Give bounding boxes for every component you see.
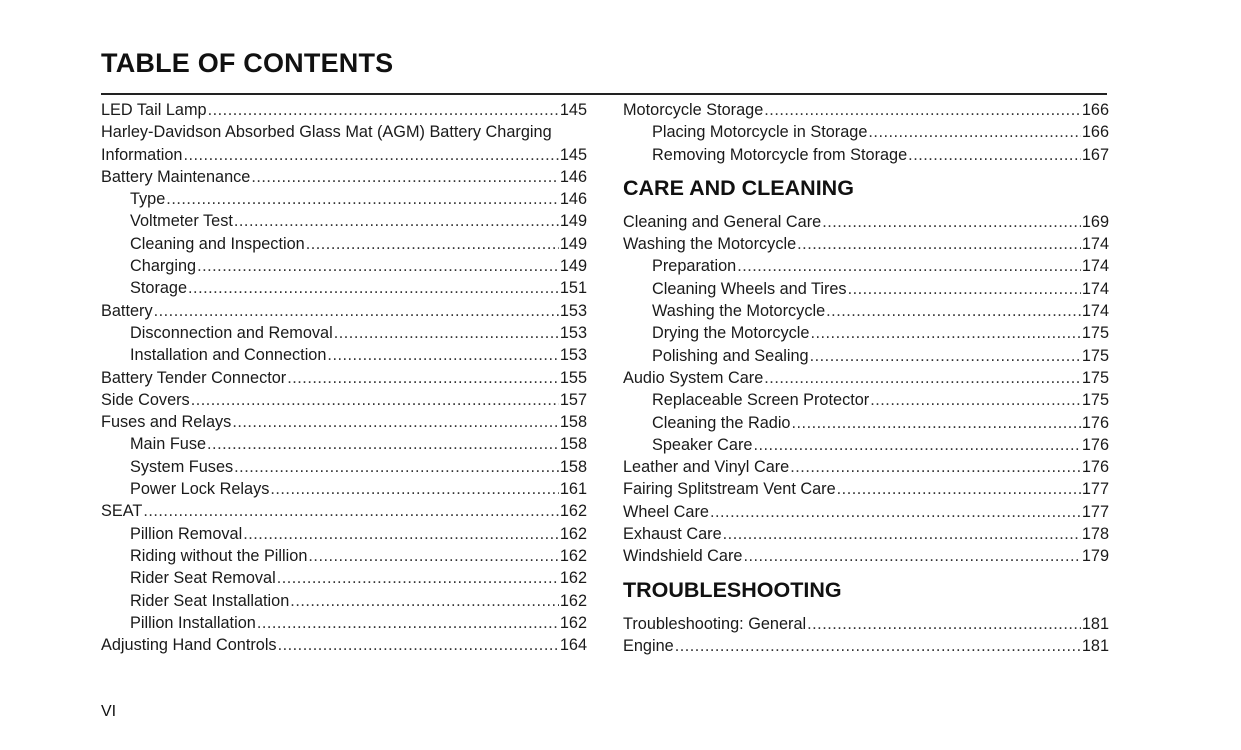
toc-entry-placing-motorcycle-in-storage[interactable] xyxy=(623,121,1109,143)
toc-entry-rider-seat-removal[interactable] xyxy=(101,567,587,589)
dot-leader xyxy=(908,144,1081,166)
dot-leader xyxy=(710,501,1081,523)
toc-left-column xyxy=(101,99,587,656)
toc-entry-system-fuses[interactable] xyxy=(101,456,587,478)
dot-leader xyxy=(188,277,559,299)
toc-entry-title: Polishing and Sealing xyxy=(652,346,809,365)
dot-leader xyxy=(737,255,1081,277)
toc-entry-page: 151 xyxy=(559,279,587,298)
toc-entry-title: Cleaning and General Care xyxy=(623,212,822,231)
dot-leader xyxy=(270,478,558,500)
dot-leader xyxy=(277,567,559,589)
toc-entry-page: 175 xyxy=(1081,346,1109,365)
dot-leader xyxy=(191,389,559,411)
toc-entry-drying-the-motorcycle[interactable] xyxy=(623,322,1109,344)
toc-entry-rider-seat-installation[interactable] xyxy=(101,590,587,612)
toc-entry-page: 153 xyxy=(559,323,587,342)
toc-entry-page: 146 xyxy=(559,167,587,186)
toc-entry-cleaning-and-inspection[interactable] xyxy=(101,233,587,255)
dot-leader xyxy=(308,545,558,567)
toc-entry-title: Replaceable Screen Protector xyxy=(652,391,870,410)
dot-leader xyxy=(251,166,558,188)
dot-leader xyxy=(327,344,558,366)
dot-leader xyxy=(753,434,1080,456)
toc-entry-page: 162 xyxy=(559,502,587,521)
toc-entry-title: Audio System Care xyxy=(623,368,764,387)
toc-entry-title: Rider Seat Removal xyxy=(130,569,276,588)
toc-entry-title: Rider Seat Installation xyxy=(130,591,290,610)
toc-entry-page: 174 xyxy=(1081,302,1109,321)
toc-entry-page: 177 xyxy=(1081,502,1109,521)
toc-entry-fairing-splitstream-vent-care[interactable] xyxy=(623,478,1109,500)
toc-entry-page: 174 xyxy=(1081,235,1109,254)
dot-leader xyxy=(197,255,559,277)
dot-leader xyxy=(232,411,559,433)
dot-leader xyxy=(257,612,559,634)
toc-entry-title: Placing Motorcycle in Storage xyxy=(652,123,868,142)
toc-entry-title: Washing the Motorcycle xyxy=(623,235,797,254)
dot-leader xyxy=(790,456,1081,478)
section-heading-care-and-cleaning: CARE AND CLEANING xyxy=(623,175,854,200)
toc-entry-title: Fuses and Relays xyxy=(101,413,232,432)
toc-entry-page: 149 xyxy=(559,234,587,253)
toc-entry-audio-system-care[interactable] xyxy=(623,367,1109,389)
toc-entry-title: Storage xyxy=(130,279,188,298)
toc-entry-removing-motorcycle-from-storage[interactable] xyxy=(623,144,1109,166)
dot-leader xyxy=(868,121,1080,143)
dot-leader xyxy=(822,211,1081,233)
toc-entry-page: 175 xyxy=(1081,324,1109,343)
toc-entry-speaker-care[interactable] xyxy=(623,434,1109,456)
toc-entry-title: Battery xyxy=(101,301,153,320)
toc-entry-exhaust-care[interactable] xyxy=(623,523,1109,545)
dot-leader xyxy=(810,345,1081,367)
dot-leader xyxy=(764,99,1081,121)
dot-leader xyxy=(807,613,1081,635)
dot-leader xyxy=(848,278,1081,300)
toc-entry-page: 145 xyxy=(559,101,587,119)
toc-entry-voltmeter-test[interactable] xyxy=(101,210,587,232)
toc-entry-title: Motorcycle Storage xyxy=(623,101,764,119)
toc-entry-title: SEAT xyxy=(101,502,143,521)
dot-leader xyxy=(334,322,559,344)
toc-entry-page: 161 xyxy=(559,480,587,499)
dot-leader xyxy=(723,523,1081,545)
toc-entry-title: Riding without the Pillion xyxy=(130,546,308,565)
toc-entry-title: Disconnection and Removal xyxy=(130,323,333,342)
toc-entry-troubleshooting-general[interactable] xyxy=(623,613,1109,635)
toc-entry-cleaning-the-radio[interactable] xyxy=(623,412,1109,434)
toc-entry-wheel-care[interactable] xyxy=(623,501,1109,523)
toc-entry-led-tail-lamp[interactable] xyxy=(101,99,587,121)
toc-entry-seat[interactable] xyxy=(101,500,587,522)
toc-entry-pillion-removal[interactable] xyxy=(101,523,587,545)
toc-entry-storage[interactable] xyxy=(101,277,587,299)
toc-entry-page: 174 xyxy=(1081,257,1109,276)
dot-leader xyxy=(743,545,1080,567)
dot-leader xyxy=(234,456,559,478)
dot-leader xyxy=(207,433,559,455)
dot-leader xyxy=(826,300,1081,322)
toc-entry-title: Fairing Splitstream Vent Care xyxy=(623,480,836,499)
toc-entry-page: 181 xyxy=(1081,636,1109,655)
toc-entry-battery[interactable] xyxy=(101,300,587,322)
toc-entry-title: Cleaning and Inspection xyxy=(130,234,305,253)
page-number: VI xyxy=(101,703,117,720)
section-heading-troubleshooting: TROUBLESHOOTING xyxy=(623,577,842,602)
dot-leader xyxy=(290,590,559,612)
toc-entry-page: 181 xyxy=(1081,614,1109,633)
toc-entry-page: 149 xyxy=(559,212,587,231)
toc-entry-harley-davidson-absorbed-glass-mat-agm-battery-charging[interactable] xyxy=(101,121,587,143)
toc-entry-page: 176 xyxy=(1081,458,1109,477)
toc-entry-page: 157 xyxy=(559,390,587,409)
toc-entry-page: 149 xyxy=(559,257,587,276)
dot-leader xyxy=(764,367,1081,389)
toc-entry-page: 153 xyxy=(559,301,587,320)
toc-entry-page: 166 xyxy=(1081,101,1109,119)
toc-entry-title: Engine xyxy=(623,636,674,655)
toc-entry-page: 176 xyxy=(1081,435,1109,454)
toc-entry-title: Installation and Connection xyxy=(130,346,327,365)
toc-entry-title: Harley-Davidson Absorbed Glass Mat (AGM) Battery Charging xyxy=(101,123,552,142)
toc-entry-page: 176 xyxy=(1081,413,1109,432)
toc-entry-motorcycle-storage[interactable] xyxy=(623,99,1109,121)
toc-entry-polishing-and-sealing[interactable] xyxy=(623,345,1109,367)
toc-entry-information[interactable] xyxy=(101,144,587,166)
toc-entry-cleaning-wheels-and-tires[interactable] xyxy=(623,278,1109,300)
toc-entry-page: 166 xyxy=(1081,123,1109,142)
toc-entry-page: 175 xyxy=(1081,368,1109,387)
toc-entry-title: Battery Maintenance xyxy=(101,167,251,186)
toc-entry-page: 162 xyxy=(559,546,587,565)
toc-entry-main-fuse[interactable] xyxy=(101,433,587,455)
dot-leader xyxy=(837,478,1081,500)
toc-entry-type[interactable] xyxy=(101,188,587,210)
toc-entry-installation-and-connection[interactable] xyxy=(101,344,587,366)
toc-entry-replaceable-screen-protector[interactable] xyxy=(623,389,1109,411)
toc-entry-leather-and-vinyl-care[interactable] xyxy=(623,456,1109,478)
toc-entry-title: Adjusting Hand Controls xyxy=(101,636,277,655)
toc-entry-page: 153 xyxy=(559,346,587,365)
dot-leader xyxy=(143,500,559,522)
dot-leader xyxy=(208,99,559,121)
page-title: TABLE OF CONTENTS xyxy=(101,48,394,78)
dot-leader xyxy=(183,144,558,166)
toc-entry-title: Side Covers xyxy=(101,390,190,409)
dot-leader xyxy=(810,322,1080,344)
toc-entry-page: 158 xyxy=(559,413,587,432)
dot-leader xyxy=(243,523,559,545)
toc-entry-title: Washing the Motorcycle xyxy=(652,302,826,321)
toc-entry-page: 146 xyxy=(559,190,587,209)
toc-entry-engine[interactable] xyxy=(623,635,1109,657)
toc-entry-title: Cleaning the Radio xyxy=(652,413,791,432)
toc-entry-page: 162 xyxy=(559,591,587,610)
toc-entry-title: Pillion Installation xyxy=(130,613,256,632)
dot-leader xyxy=(797,233,1081,255)
toc-entry-page: 175 xyxy=(1081,391,1109,410)
toc-entry-title: Drying the Motorcycle xyxy=(652,324,810,343)
toc-entry-adjusting-hand-controls[interactable] xyxy=(101,634,587,656)
toc-entry-title: Charging xyxy=(130,257,197,276)
toc-entry-title: Wheel Care xyxy=(623,502,709,521)
toc-entry-cleaning-and-general-care[interactable] xyxy=(623,211,1109,233)
title-divider xyxy=(101,93,1107,95)
toc-entry-page: 155 xyxy=(559,368,587,387)
dot-leader xyxy=(675,635,1081,657)
toc-entry-title: LED Tail Lamp xyxy=(101,101,207,119)
dot-leader xyxy=(154,300,559,322)
dot-leader xyxy=(792,412,1081,434)
dot-leader xyxy=(287,367,559,389)
toc-entry-title: Information xyxy=(101,145,183,164)
toc-entry-title: Cleaning Wheels and Tires xyxy=(652,279,847,298)
dot-leader xyxy=(166,188,559,210)
toc-entry-title: Troubleshooting: General xyxy=(623,614,807,633)
dot-leader xyxy=(278,634,559,656)
toc-entry-side-covers[interactable] xyxy=(101,389,587,411)
toc-entry-title: Voltmeter Test xyxy=(130,212,233,231)
toc-entry-title: Pillion Removal xyxy=(130,524,243,543)
toc-entry-page: 179 xyxy=(1081,547,1109,566)
toc-entry-pillion-installation[interactable] xyxy=(101,612,587,634)
toc-entry-title: Main Fuse xyxy=(130,435,207,454)
toc-entry-page: 174 xyxy=(1081,279,1109,298)
toc-entry-disconnection-and-removal[interactable] xyxy=(101,322,587,344)
toc-entry-page: 164 xyxy=(559,636,587,655)
toc-entry-page: 158 xyxy=(559,435,587,454)
toc-entry-windshield-care[interactable] xyxy=(623,545,1109,567)
toc-entry-power-lock-relays[interactable] xyxy=(101,478,587,500)
toc-entry-page: 177 xyxy=(1081,480,1109,499)
toc-entry-title: Windshield Care xyxy=(623,547,743,566)
toc-entry-page: 178 xyxy=(1081,525,1109,544)
toc-entry-page: 158 xyxy=(559,457,587,476)
toc-entry-page: 162 xyxy=(559,613,587,632)
toc-entry-title: Exhaust Care xyxy=(623,525,722,544)
toc-entry-title: Leather and Vinyl Care xyxy=(623,458,790,477)
dot-leader xyxy=(870,389,1081,411)
toc-entry-title: Power Lock Relays xyxy=(130,480,270,499)
toc-entry-riding-without-the-pillion[interactable] xyxy=(101,545,587,567)
toc-entry-fuses-and-relays[interactable] xyxy=(101,411,587,433)
toc-entry-page: 169 xyxy=(1081,212,1109,231)
dot-leader xyxy=(306,233,559,255)
dot-leader xyxy=(234,210,559,232)
toc-entry-washing-the-motorcycle[interactable] xyxy=(623,233,1109,255)
toc-entry-page: 162 xyxy=(559,524,587,543)
toc-entry-title: Removing Motorcycle from Storage xyxy=(652,145,908,164)
toc-entry-title: System Fuses xyxy=(130,457,234,476)
toc-entry-page: 162 xyxy=(559,569,587,588)
toc-entry-battery-maintenance[interactable] xyxy=(101,166,587,188)
toc-entry-title: Battery Tender Connector xyxy=(101,368,287,387)
toc-entry-preparation[interactable] xyxy=(623,255,1109,277)
toc-entry-title: Speaker Care xyxy=(652,435,753,454)
toc-entry-battery-tender-connector[interactable] xyxy=(101,367,587,389)
toc-entry-page: 145 xyxy=(559,145,587,164)
toc-entry-page: 167 xyxy=(1081,145,1109,164)
toc-entry-title: Preparation xyxy=(652,257,737,276)
toc-entry-charging[interactable] xyxy=(101,255,587,277)
toc-entry-title: Type xyxy=(130,190,166,209)
toc-entry-washing-the-motorcycle[interactable] xyxy=(623,300,1109,322)
toc-right-column xyxy=(623,99,1109,657)
